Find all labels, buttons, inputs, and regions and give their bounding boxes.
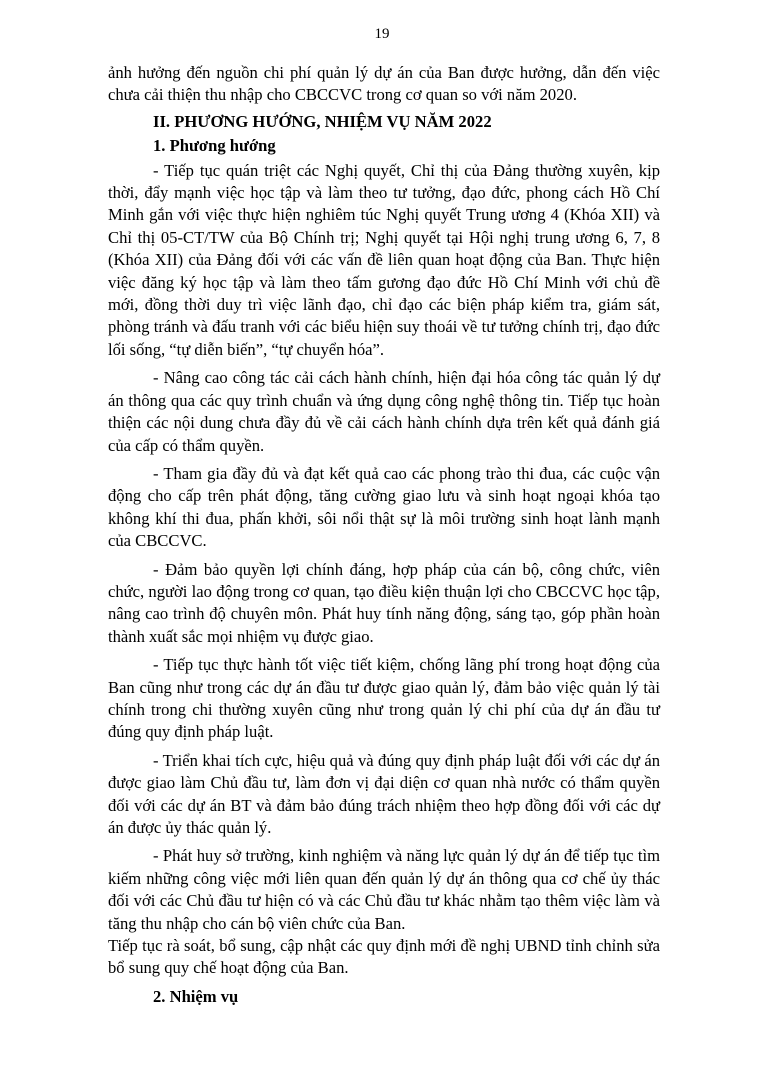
- direction-paragraph: - Triển khai tích cực, hiệu quả và đúng quy định pháp luật đối với các dự án được giao làm Chủ đầu tư, làm đơn vị đại diện cơ quan nhà nước có thẩm quyền đối với các dự án BT và đảm bảo đúng trách nhiệm theo hợp đồng đối với các dự án được ủy thác quản lý.: [108, 750, 660, 837]
- page-number: 19: [374, 26, 390, 42]
- subsection-heading-direction: 1. Phương hướng: [153, 136, 276, 156]
- direction-paragraph: - Đảm bảo quyền lợi chính đáng, hợp pháp của cán bộ, công chức, viên chức, người lao động trong cơ quan, tạo điều kiện thuận lợi cho CBCCVC học tập, nâng cao trình độ chuyên môn. Phát huy tính năng động, sáng tạo, góp phần hoàn thành xuất sắc mọi nhiệm vụ được giao.: [108, 559, 660, 646]
- direction-paragraph: - Tiếp tục quán triệt các Nghị quyết, Chỉ thị của Đảng thường xuyên, kịp thời, đẩy mạnh việc học tập và làm theo tư tưởng, đạo đức, phong cách Hồ Chí Minh gắn với việc thực hiện nghiêm túc Nghị quyết Trung ương 4 (Khóa XII) và Chỉ thị 05-CT/TW của Bộ Chính trị; Nghị quyết tại Hội nghị trung ương 6, 7, 8 (Khóa XII) của Đảng đối với các vấn đề liên quan hoạt động của Ban. Thực hiện việc đăng ký học tập và làm theo tấm gương đạo đức Hồ Chí Minh với chủ đề mới, đồng thời duy trì việc lãnh đạo, chỉ đạo các biện pháp kiểm tra, giám sát, phòng tránh và đấu tranh với các biểu hiện suy thoái về tư tưởng chính trị, đạo đức lối sống, “tự diễn biến”, “tự chuyển hóa”.: [108, 160, 660, 359]
- direction-paragraph: - Tham gia đầy đủ và đạt kết quả cao các phong trào thi đua, các cuộc vận động cho cấp trên phát động, tăng cường giao lưu và sinh hoạt ngoại khóa tạo không khí thi đua, phấn khởi, sôi nổi thật sự là môi trường sinh hoạt lành mạnh của CBCCVC.: [108, 463, 660, 551]
- direction-paragraph: - Tiếp tục thực hành tốt việc tiết kiệm, chống lãng phí trong hoạt động của Ban cũng như trong các dự án đầu tư được giao quản lý, đảm bảo việc quản lý tài chính trong chi thường xuyên cũng như trong quản lý chi phí của dự án đầu tư đúng quy định pháp luật.: [108, 655, 660, 742]
- document-body: [108, 62, 660, 1010]
- direction-paragraph: - Phát huy sở trường, kinh nghiệm và năng lực quản lý dự án để tiếp tục tìm kiếm những công việc mới liên quan đến quản lý dự án thông qua cơ chế ủy thác đối với các Chủ đầu tư hiện có và các Chủ đầu tư khác nhằm tạo thêm việc làm và tăng thu nhập cho cán bộ viên chức của Ban.: [108, 846, 660, 933]
- section-heading: II. PHƯƠNG HƯỚNG, NHIỆM VỤ NĂM 2022: [153, 111, 492, 131]
- direction-paragraph: - Nâng cao công tác cải cách hành chính, hiện đại hóa công tác quản lý dự án thông qua các quy trình chuẩn và ứng dụng công nghệ thông tin. Tiếp tục hoàn thiện các nội dung chưa đầy đủ về cải cách hành chính dựa trên kết quả đánh giá của cấp có thẩm quyền.: [108, 368, 660, 455]
- subsection-heading-tasks: 2. Nhiệm vụ: [153, 986, 239, 1006]
- intro-paragraph: ảnh hưởng đến nguồn chi phí quản lý dự án của Ban được hưởng, dẫn đến việc chưa cải thiện thu nhập cho CBCCVC trong cơ quan so với năm 2020.: [108, 63, 660, 105]
- closing-paragraph: Tiếp tục rà soát, bổ sung, cập nhật các quy định mới đề nghị UBND tỉnh chỉnh sửa bổ sung quy chế hoạt động của Ban.: [108, 936, 660, 978]
